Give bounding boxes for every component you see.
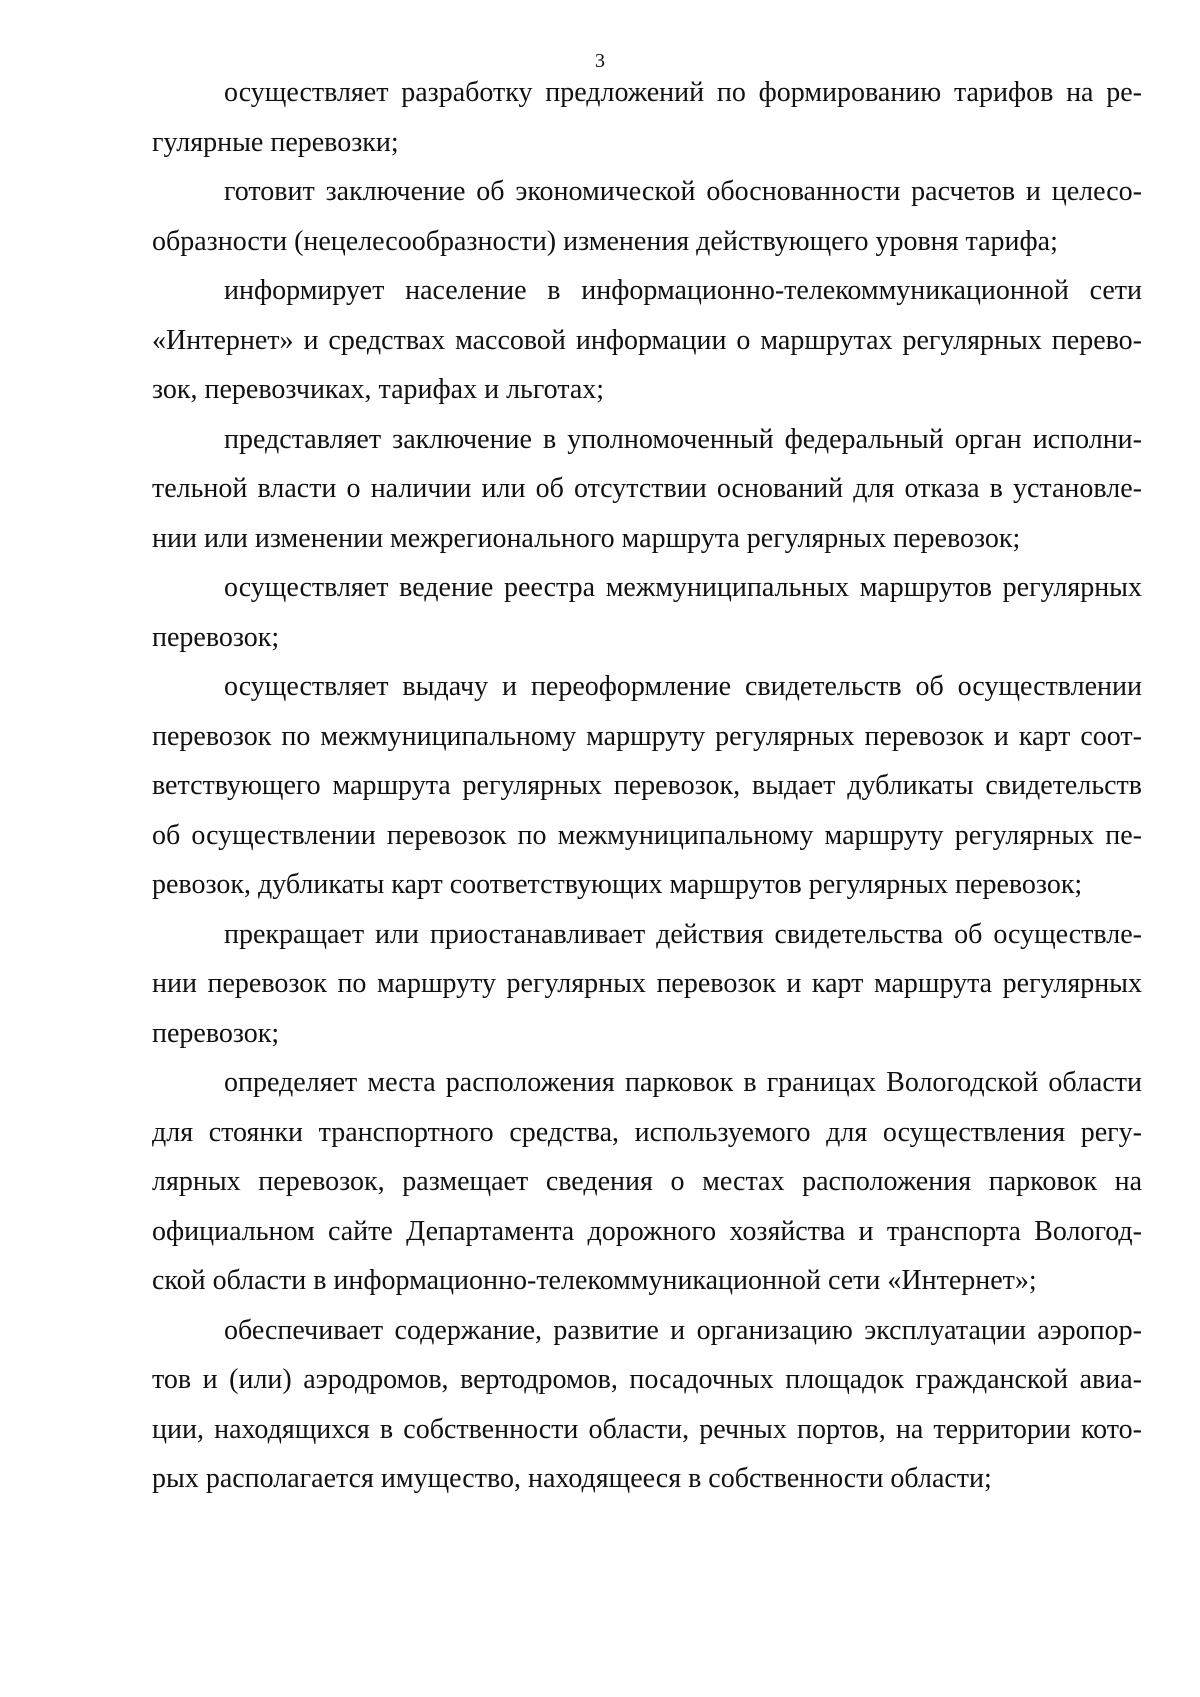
paragraph-airports-ports: обеспечивает содержание, развитие и организацию эксплуатации аэропортов и (или) аэродромов, вертодромов, посадочных площадок гражданской авиации, находящихся в собственности области, речных портов, на территории которых располагается имущество, находящееся в собственности области; (152, 1314, 1142, 1494)
paragraph-interregional-conclusion: представляет заключение в уполномоченный федеральный орган исполнительной власти о наличии или об отсутствии оснований для отказа в установлении или изменении межрегионального маршрута регулярных перевозок; (152, 423, 1142, 554)
paragraph-route-registry: осуществляет ведение реестра межмуниципальных маршрутов регулярных перевозок; (152, 572, 1142, 653)
paragraph-parking-locations: определяет места расположения парковок в границах Вологодской области для стоянки транспортного средства, используемого для осуществления регулярных перевозок, размещает сведения о местах расположения парковок на официальном сайте Департамента дорожного хозяйства и транспорта Вологодской области в информационно-телекоммуникационной сети «Интернет»; (152, 1067, 1142, 1296)
paragraph-tariff-conclusion: готовит заключение об экономической обоснованности расчетов и целесообразности (нецелесообразности) изменения действующего уровня тарифа; (152, 176, 1142, 257)
paragraph-informs-population: информирует население в информационно-телекоммуникационной сети «Интернет» и средствах массовой информации о маршрутах регулярных перевозок, перевозчиках, тарифах и льготах; (152, 275, 1142, 405)
paragraph-certificates-suspend: прекращает или приостанавливает действия свидетельства об осуществлении перевозок по маршруту регулярных перевозок и карт маршрута регулярных перевозок; (152, 918, 1142, 1049)
page-number: 3 (595, 50, 605, 72)
paragraph-certificates-issue: осуществляет выдачу и переоформление свидетельств об осуществлении перевозок по межмуниципальному маршруту регулярных перевозок и карт соответствующего маршрута регулярных перевозок, выдает дубликаты свидетельств об осуществлении перевозок по межмуниципальному маршруту регулярных перевозок, дубликаты карт соответствующих маршрутов регулярных перевозок; (152, 671, 1142, 900)
paragraph-tariff-proposals: осуществляет разработку предложений по формированию тарифов на регулярные перевозки; (152, 77, 1142, 158)
document-body (152, 68, 1142, 1504)
